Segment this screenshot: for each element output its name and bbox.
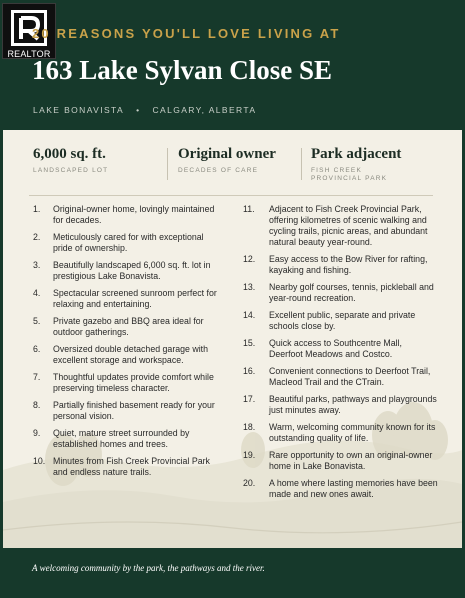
item-text: Excellent public, separate and private schools close by. [269, 310, 416, 331]
list-item [243, 366, 438, 388]
item-number: 20. [243, 478, 256, 488]
stat-value: 6,000 sq. ft. [33, 146, 106, 162]
item-text: Partially finished basement ready for your personal vision. [53, 400, 215, 421]
stat-value: Park adjacent [311, 146, 402, 162]
item-number: 13. [243, 282, 256, 292]
item-number: 16. [243, 366, 256, 376]
content-panel [3, 130, 462, 548]
item-text: Rare opportunity to own an original-owner home in Lake Bonavista. [269, 450, 433, 471]
item-text: Private gazebo and BBQ area ideal for outdoor gatherings. [53, 316, 204, 337]
key-stats-row [3, 130, 462, 190]
list-item [243, 338, 438, 360]
item-number: 10. [33, 456, 46, 466]
list-item [33, 428, 223, 450]
neighbourhood-text: LAKE BONAVISTA [33, 105, 125, 115]
item-text: Easy access to the Bow River for rafting, kayaking and fishing. [269, 254, 428, 275]
item-text: Adjacent to Fish Creek Provincial Park, offering kilometres of scenic walking and cycling trails, picnic areas, and abundant natural beauty year-round. [269, 204, 428, 247]
item-text: Beautiful parks, pathways and playgrounds just minutes away. [269, 394, 437, 415]
footer-band [0, 548, 465, 598]
item-number: 17. [243, 394, 256, 404]
list-item [243, 478, 438, 500]
list-item [33, 372, 223, 394]
list-item [33, 232, 223, 254]
item-text: Quiet, mature street surrounded by established homes and trees. [53, 428, 190, 449]
list-item [33, 344, 223, 366]
item-number: 5. [33, 316, 41, 326]
list-item [243, 204, 438, 248]
stat-value: Original owner [178, 146, 276, 162]
reasons-list-right [243, 204, 438, 506]
footer-tagline: A welcoming community by the park, the pathways and the river. [32, 563, 265, 573]
item-number: 2. [33, 232, 41, 242]
item-number: 12. [243, 254, 256, 264]
item-text: Nearby golf courses, tennis, pickleball and year-round recreation. [269, 282, 434, 303]
list-item [243, 422, 438, 444]
stat-label: DECADES OF CARE [178, 167, 259, 174]
stat-park [311, 146, 401, 183]
stat-ownership [178, 146, 276, 175]
header-kicker: 20 REASONS YOU'LL LOVE LIVING AT [32, 26, 341, 41]
item-text: Original-owner home, lovingly maintained for decades. [53, 204, 215, 225]
list-item [33, 288, 223, 310]
item-text: Meticulously cared for with exceptional pride of ownership. [53, 232, 204, 253]
item-text: A home where lasting memories have been made and new ones await. [269, 478, 438, 499]
item-number: 19. [243, 450, 256, 460]
item-number: 8. [33, 400, 41, 410]
item-number: 1. [33, 204, 41, 214]
item-number: 11. [243, 204, 255, 214]
stat-label: FISH CREEK PROVINCIAL PARK [311, 167, 388, 182]
page-title: 163 Lake Sylvan Close SE [32, 55, 333, 85]
item-number: 4. [33, 288, 41, 298]
stat-divider [167, 148, 168, 180]
stat-label: LANDSCAPED LOT [33, 167, 109, 174]
list-item [33, 316, 223, 338]
separator-dot: • [136, 105, 141, 115]
item-number: 18. [243, 422, 256, 432]
item-text: Quick access to Southcentre Mall, Deerfoot Meadows and Costco. [269, 338, 402, 359]
item-number: 9. [33, 428, 41, 438]
list-item [33, 204, 223, 226]
item-number: 6. [33, 344, 41, 354]
list-item [33, 456, 223, 478]
item-text: Minutes from Fish Creek Provincial Park and endless nature trails. [53, 456, 210, 477]
list-item [33, 400, 223, 422]
list-item [243, 450, 438, 472]
list-item [243, 254, 438, 276]
item-text: Spectacular screened sunroom perfect for relaxing and entertaining. [53, 288, 217, 309]
item-text: Oversized double detached garage with excellent storage and workspace. [53, 344, 209, 365]
list-item [243, 394, 438, 416]
item-text: Beautifully landscaped 6,000 sq. ft. lot in prestigious Lake Bonavista. [53, 260, 211, 281]
item-text: Convenient connections to Deerfoot Trail, Macleod Trail and the CTrain. [269, 366, 431, 387]
section-divider [29, 195, 433, 196]
item-text: Warm, welcoming community known for its outstanding quality of life. [269, 422, 436, 443]
list-item [33, 260, 223, 282]
header-band [0, 0, 465, 130]
stat-lot-size [33, 146, 108, 175]
reasons-list-left [33, 204, 223, 484]
item-number: 14. [243, 310, 256, 320]
list-item [243, 310, 438, 332]
item-text: Thoughtful updates provide comfort while preserving timeless character. [53, 372, 214, 393]
list-item [243, 282, 438, 304]
realtor-logo-text: REALTOR [7, 49, 51, 59]
item-number: 15. [243, 338, 256, 348]
item-number: 3. [33, 260, 41, 270]
location-line [33, 105, 256, 115]
stat-divider [301, 148, 302, 180]
item-number: 7. [33, 372, 41, 382]
city-text: CALGARY, ALBERTA [152, 105, 257, 115]
